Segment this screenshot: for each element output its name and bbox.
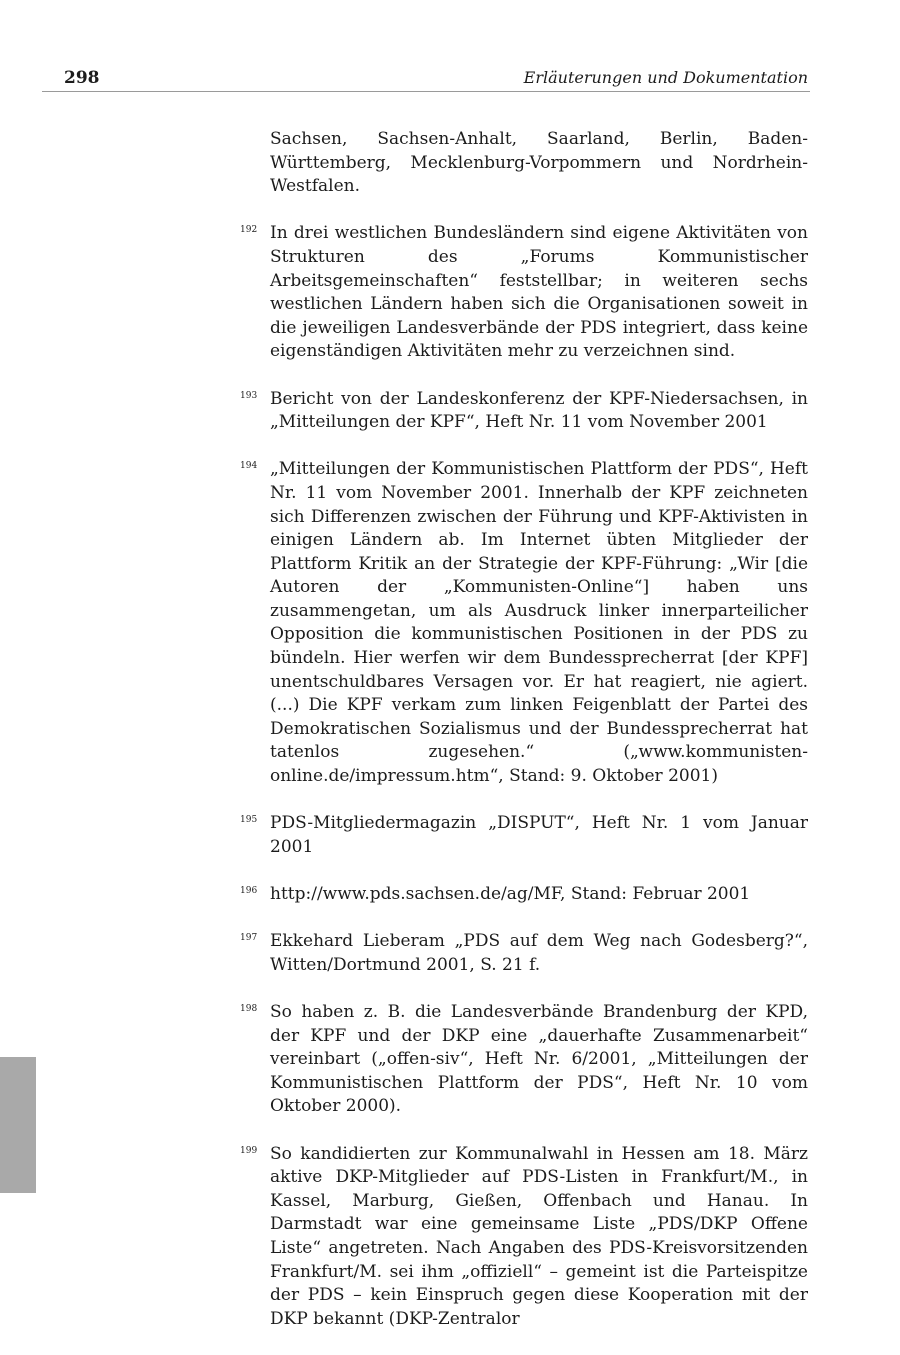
- footnote-196: [240, 883, 808, 907]
- footnote-197: [240, 930, 808, 977]
- footnote-number: 195: [240, 815, 258, 826]
- footnote-number: 193: [240, 390, 258, 401]
- footnotes-block: [240, 128, 808, 1355]
- page-number: 298: [64, 68, 100, 88]
- side-thumb-tab: [0, 1057, 36, 1193]
- running-header-title: Erläuterungen und Dokumentation: [523, 68, 808, 87]
- footnote-text: In drei westlichen Bundesländern sind eigene Aktivitäten von Strukturen des „Forums Kommunistischer Arbeitsgemeinschaften“ feststellbar; in weiteren sechs westlichen Ländern haben sich die Organisationen soweit in die jeweiligen Landesverbände der PDS integriert, dass keine eigenständigen Aktivitäten mehr zu verzeichnen sind.: [270, 223, 808, 362]
- header-rule: [42, 91, 810, 92]
- footnote-number: 197: [240, 933, 258, 944]
- footnote-text: Bericht von der Landeskonferenz der KPF-Niedersachsen, in „Mitteilungen der KPF“, Heft Nr. 11 vom November 2001: [270, 388, 808, 433]
- footnote-194: [240, 458, 808, 788]
- footnote-text: So haben z. B. die Landesverbände Brandenburg der KPD, der KPF und der DKP eine „dauerhafte Zusammenarbeit“ vereinbart („offen-siv“, Heft Nr. 6/2001, „Mitteilungen der Kommunistischen Plattform der PDS“, Heft Nr. 10 vom Oktober 2000).: [270, 1001, 808, 1117]
- footnote-number: 194: [240, 461, 258, 472]
- footnote-text: Ekkehard Lieberam „PDS auf dem Weg nach Godesberg?“, Witten/Dortmund 2001, S. 21 f.: [270, 931, 808, 975]
- footnote-192: [240, 222, 808, 364]
- footnote-193: [240, 388, 808, 435]
- footnote-text: PDS-Mitgliedermagazin „DISPUT“, Heft Nr. 1 vom Januar 2001: [270, 813, 808, 857]
- continued-footnote-text: Sachsen, Sachsen-Anhalt, Saarland, Berlin, Baden-Württemberg, Mecklenburg-Vorpommern und Nordrhein-Westfalen.: [270, 129, 808, 197]
- footnote-number: 198: [240, 1003, 258, 1014]
- footnote-text: „Mitteilungen der Kommunistischen Plattform der PDS“, Heft Nr. 11 vom November 2001. Innerhalb der KPF zeichneten sich Differenzen zwischen der Führung und KPF-Aktivisten in einigen Ländern ab. Im Internet übten Mitglieder der Plattform Kritik an der Strategie der KPF-Führung: „Wir [die Autoren der „Kommunisten-Online“] haben uns zusammengetan, um als Ausdruck linker innerparteilicher Opposition die kommunistischen Positionen in der PDS zu bündeln. Hier werfen wir dem Bundessprecherrat [der KPF] unentschuldbares Versagen vor. Er hat reagiert, nie agiert. (...) Die KPF verkam zum linken Feigenblatt der Partei des Demokratischen Sozialismus und der Bundessprecherrat hat tatenlos zugesehen.“ („www.kommunisten-online.de/impressum.htm“, Stand: 9. Oktober 2001): [270, 459, 808, 787]
- footnote-199: [240, 1143, 808, 1332]
- footnote-195: [240, 812, 808, 859]
- footnote-number: 196: [240, 886, 258, 896]
- footnote-text: http://www.pds.sachsen.de/ag/MF, Stand: Februar 2001: [270, 884, 751, 904]
- footnote-number: 192: [240, 225, 258, 236]
- footnote-text: So kandidierten zur Kommunalwahl in Hessen am 18. März aktive DKP-Mitglieder auf PDS-Listen in Frankfurt/M., in Kassel, Marburg, Gießen, Offenbach und Hanau. In Darmstadt war eine gemeinsame Liste „PDS/DKP Offene Liste“ angetreten. Nach Angaben des PDS-Kreisvorsitzenden Frankfurt/M. sei ihm „offiziell“ – gemeint ist die Parteispitze der PDS – kein Einspruch gegen diese Kooperation mit der DKP bekannt (DKP-Zentralor: [270, 1143, 808, 1329]
- footnote-198: [240, 1001, 808, 1119]
- footnote-number: 199: [240, 1145, 258, 1156]
